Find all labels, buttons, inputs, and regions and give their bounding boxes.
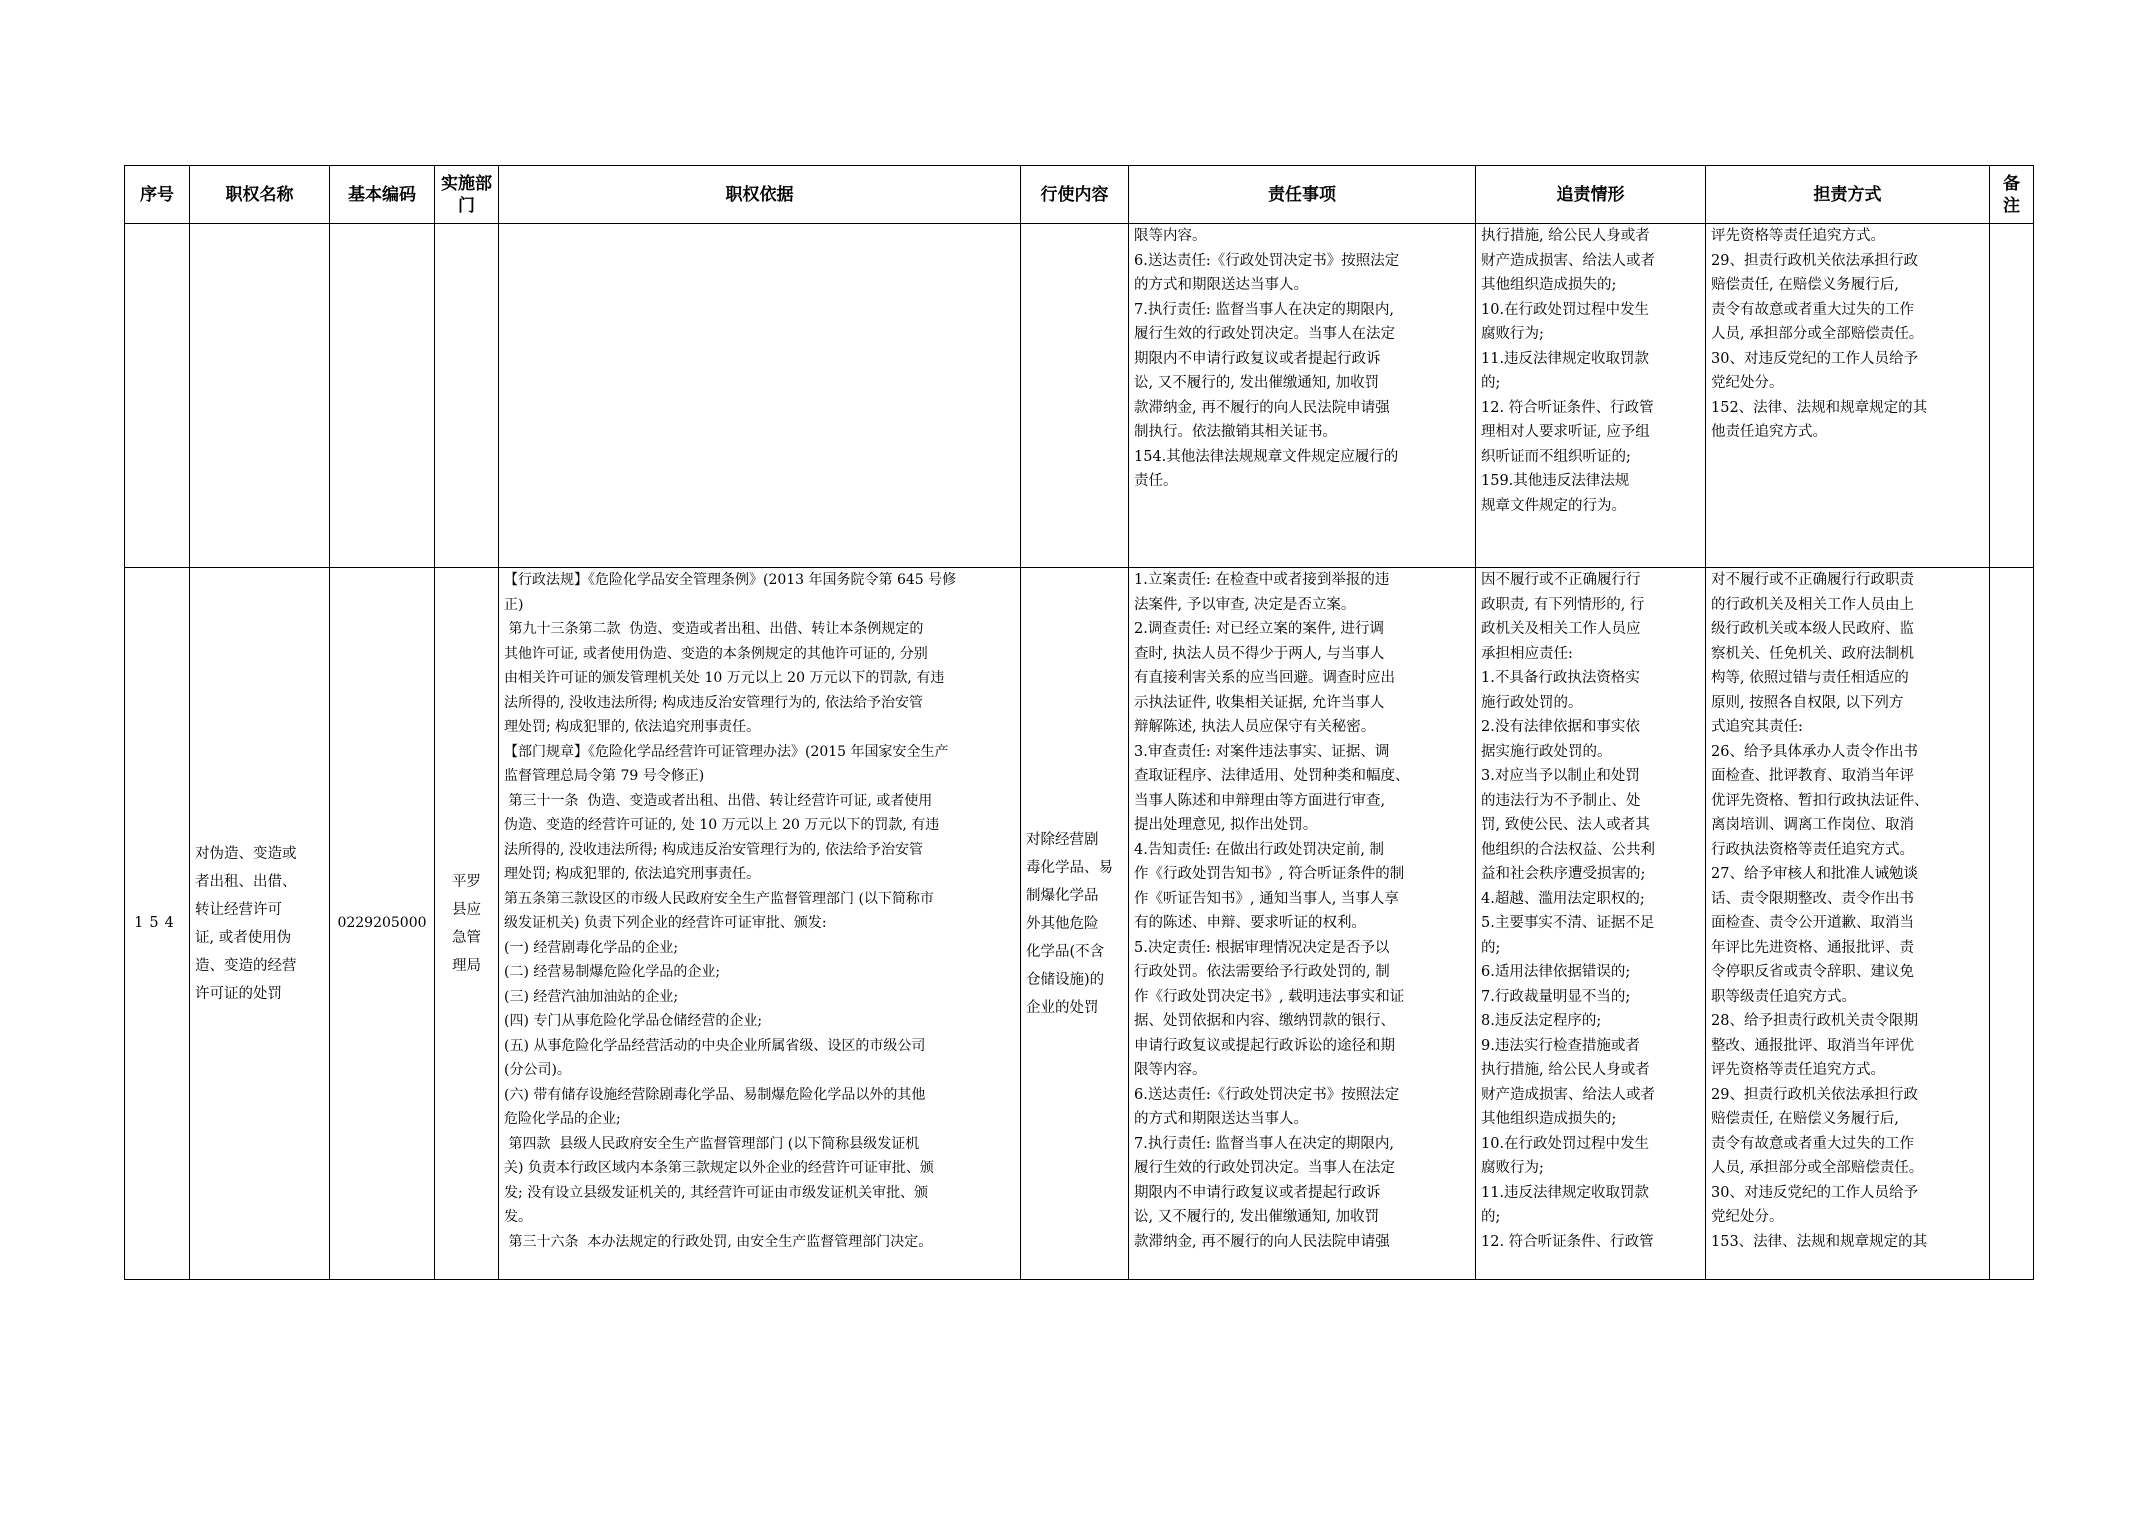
text-line: 造、变造的经营 <box>195 957 297 974</box>
text-line: 正) <box>504 596 524 613</box>
text-line: 赔偿责任, 在赔偿义务履行后, <box>1711 1111 1899 1127</box>
text-line: 提出处理意见, 拟作出处罚。 <box>1134 817 1318 833</box>
text-line: 第五条第三款设区的市级人民政府安全生产监督管理部门 (以下简称市 <box>504 890 934 907</box>
code-cell <box>330 568 435 1280</box>
text-line: 法案件, 予以审查, 决定是否立案。 <box>1134 596 1356 613</box>
text-line: 12. 符合听证条件、行政管 <box>1481 399 1654 416</box>
text-line: 第三十一条 伪造、变造或者出租、出借、转让经营许可证, 或者使用 <box>504 792 933 809</box>
text-line: 益和社会秩序遭受损害的; <box>1481 866 1646 882</box>
table-row-continued <box>125 224 2034 568</box>
text-line: 责令有故意或者重大过失的工作 <box>1711 1135 1914 1152</box>
text-line: 由相关许可证的颁发管理机关处 10 万元以上 20 万元以下的罚款, 有违 <box>504 670 945 686</box>
text-line: 26、给予具体承办人责令作出书 <box>1711 743 1918 760</box>
text-line: 制执行。依法撤销其相关证书。 <box>1134 424 1337 440</box>
liability-cell <box>1706 568 1990 1280</box>
text-line: 承担相应责任: <box>1481 645 1573 662</box>
powers-table <box>124 165 2034 1280</box>
text-line: 党纪处分。 <box>1711 375 1784 391</box>
text-line: 发。 <box>504 1209 532 1225</box>
header-basis: 职权依据 <box>499 166 1021 224</box>
text-line: 腐败行为; <box>1481 326 1544 342</box>
text-line: 化学品(不含 <box>1026 943 1105 960</box>
text-line: 对不履行或不正确履行行政职责 <box>1711 572 1914 588</box>
text-line: 平罗 <box>452 873 481 890</box>
text-line: 讼, 又不履行的, 发出催缴通知, 加收罚 <box>1134 1209 1380 1225</box>
content-cell <box>1021 568 1129 1280</box>
cont-name-cell <box>190 224 330 568</box>
text-line: 关) 负责本行政区域内本条第三款规定以外企业的经营许可证审批、颁 <box>504 1160 934 1176</box>
text-line: (二) 经营易制爆危险化学品的企业; <box>504 964 721 980</box>
text-line: 159.其他违反法律法规 <box>1481 473 1630 489</box>
text-line: 话、责令限期整改、责令作出书 <box>1711 890 1914 907</box>
header-dept <box>435 166 499 224</box>
text-line: 执行措施, 给公民人身或者 <box>1481 1062 1650 1078</box>
text-line: 7.执行责任: 监督当事人在决定的期限内, <box>1134 1135 1394 1152</box>
seq-cell <box>125 568 190 1280</box>
cont-basis-cell <box>499 224 1021 568</box>
text-line: 的方式和期限送达当事人。 <box>1134 277 1308 293</box>
text-line: 理处罚; 构成犯罪的, 依法追究刑事责任。 <box>504 866 761 882</box>
text-line: 执行措施, 给公民人身或者 <box>1481 228 1650 244</box>
text-line: 证, 或者使用伪 <box>195 929 292 946</box>
text-line: 1.不具备行政执法资格实 <box>1481 670 1640 686</box>
text-line: 据实施行政处罚的。 <box>1481 743 1612 760</box>
text-line: 对伪造、变造或 <box>195 845 297 862</box>
basis-cell <box>499 568 1021 1280</box>
text-line: 腐败行为; <box>1481 1160 1544 1176</box>
text-line: 10.在行政处罚过程中发生 <box>1481 1135 1650 1152</box>
header-seq: 序号 <box>125 166 190 224</box>
text-line: 理处罚; 构成犯罪的, 依法追究刑事责任。 <box>504 719 761 735</box>
text-line: 作《行政处罚决定书》, 载明违法事实和证 <box>1134 988 1405 1005</box>
text-line: 当事人陈述和申辩理由等方面进行审查, <box>1134 792 1386 809</box>
name-cell <box>190 568 330 1280</box>
text-line: 制爆化学品 <box>1026 887 1099 904</box>
header-name: 职权名称 <box>190 166 330 224</box>
text-line: 11.违反法律规定收取罚款 <box>1481 350 1650 367</box>
text-line: 讼, 又不履行的, 发出催缴通知, 加收罚 <box>1134 375 1380 391</box>
text-line: 5.决定责任: 根据审理情况决定是否予以 <box>1134 939 1390 956</box>
cont-seq-cell <box>125 224 190 568</box>
text-line: 罚, 致使公民、法人或者其 <box>1481 817 1650 833</box>
text-line: 12. 符合听证条件、行政管 <box>1481 1233 1654 1250</box>
table-header-row <box>125 166 2034 224</box>
text-line: 毒化学品、易 <box>1026 859 1113 876</box>
text-line: 期限内不申请行政复议或者提起行政诉 <box>1134 1184 1381 1201</box>
text-line: 许可证的处罚 <box>195 985 282 1002</box>
text-line: 理局 <box>452 957 481 974</box>
text-line: 29、担责行政机关依法承担行政 <box>1711 252 1918 269</box>
text-line: 的; <box>1481 375 1501 391</box>
text-line: 4.告知责任: 在做出行政处罚决定前, 制 <box>1134 841 1385 858</box>
text-line: 7.行政裁量明显不当的; <box>1481 988 1631 1005</box>
text-line: 企业的处罚 <box>1026 999 1099 1016</box>
text-line: 监督管理总局令第 79 号令修正) <box>504 768 705 784</box>
text-line: (三) 经营汽油加油站的企业; <box>504 988 679 1005</box>
cont-liability-cell <box>1706 224 1990 568</box>
text-line: 他组织的合法权益、公共利 <box>1481 841 1655 858</box>
text-line: 据、处罚依据和内容、缴纳罚款的银行、 <box>1134 1013 1395 1029</box>
text-line: 责任。 <box>1134 473 1178 489</box>
header-remark-text: 备注 <box>2003 173 2020 216</box>
text-line: 职等级责任追究方式。 <box>1711 988 1856 1005</box>
text-line: 的违法行为不予制止、处 <box>1481 792 1641 809</box>
cont-responsibility-cell <box>1129 224 1476 568</box>
text-line: (分公司)。 <box>504 1062 571 1078</box>
header-responsibility: 责任事项 <box>1129 166 1476 224</box>
text-line: 查时, 执法人员不得少于两人, 与当事人 <box>1134 645 1385 662</box>
text-line: 154.其他法律法规规章文件规定应履行的 <box>1134 448 1399 465</box>
text-line: 152、法律、法规和规章规定的其 <box>1711 399 1928 416</box>
header-code: 基本编码 <box>330 166 435 224</box>
header-accountability: 追责情形 <box>1476 166 1706 224</box>
text-line: 者出租、出借、 <box>195 873 297 890</box>
text-line: 11.违反法律规定收取罚款 <box>1481 1184 1650 1201</box>
text-line: 伪造、变造的经营许可证的, 处 10 万元以上 20 万元以下的罚款, 有违 <box>504 817 940 833</box>
text-line: 其他组织造成损失的; <box>1481 1111 1617 1127</box>
text-line: 外其他危险 <box>1026 915 1099 932</box>
text-line: 危险化学品的企业; <box>504 1111 621 1127</box>
text-line: 2.调查责任: 对已经立案的案件, 进行调 <box>1134 621 1385 637</box>
remark-cell <box>1990 568 2034 1280</box>
code-value: 0229205000 <box>337 915 427 932</box>
text-line: 查取证程序、法律适用、处罚种类和幅度、 <box>1134 768 1410 784</box>
text-line: 7.执行责任: 监督当事人在决定的期限内, <box>1134 301 1394 318</box>
text-line: 财产造成损害、给法人或者 <box>1481 252 1655 269</box>
text-line: 级行政机关或本级人民政府、监 <box>1711 621 1914 637</box>
text-line: 赔偿责任, 在赔偿义务履行后, <box>1711 277 1899 293</box>
accountability-cell <box>1476 568 1706 1280</box>
cont-content-cell <box>1021 224 1129 568</box>
text-line: 政机关及相关工作人员应 <box>1481 621 1641 637</box>
responsibility-cell <box>1129 568 1476 1280</box>
text-line: 辩解陈述, 执法人员应保守有关秘密。 <box>1134 719 1376 735</box>
text-line: 人员, 承担部分或全部赔偿责任。 <box>1711 326 1924 342</box>
text-line: 期限内不申请行政复议或者提起行政诉 <box>1134 350 1381 367</box>
text-line: 限等内容。 <box>1134 1062 1207 1078</box>
text-line: 离岗培训、调离工作岗位、取消 <box>1711 817 1914 833</box>
text-line: 级发证机关) 负责下列企业的经营许可证审批、颁发: <box>504 915 827 931</box>
text-line: 有直接利害关系的应当回避。调查时应出 <box>1134 670 1395 686</box>
text-line: 30、对违反党纪的工作人员给予 <box>1711 350 1918 367</box>
text-line: 1.立案责任: 在检查中或者接到举报的违 <box>1134 572 1390 588</box>
text-line: 仓储设施)的 <box>1026 971 1105 988</box>
text-line: 【行政法规】《危险化学品安全管理条例》(2013 年国务院令第 645 号修 <box>504 572 957 588</box>
text-line: 施行政处罚的。 <box>1481 694 1583 711</box>
text-line: 责令有故意或者重大过失的工作 <box>1711 301 1914 318</box>
text-line: 转让经营许可 <box>195 901 282 918</box>
text-line: 织听证而不组织听证的; <box>1481 448 1631 465</box>
text-line: 的; <box>1481 1209 1501 1225</box>
text-line: 行政执法资格等责任追究方式。 <box>1711 841 1914 858</box>
cont-dept-cell <box>435 224 499 568</box>
text-line: 构等, 依照过错与责任相适应的 <box>1711 670 1909 686</box>
header-remark <box>1990 166 2034 224</box>
text-line: 其他组织造成损失的; <box>1481 277 1617 293</box>
text-line: 27、给予审核人和批准人诫勉谈 <box>1711 866 1918 882</box>
text-line: 令停职反省或责令辞职、建议免 <box>1711 964 1914 980</box>
text-line: 款滞纳金, 再不履行的向人民法院申请强 <box>1134 399 1390 416</box>
text-line: 10.在行政处罚过程中发生 <box>1481 301 1650 318</box>
text-line: 履行生效的行政处罚决定。当事人在法定 <box>1134 1160 1395 1176</box>
text-line: 6.送达责任:《行政处罚决定书》按照法定 <box>1134 252 1400 269</box>
seq-number: 154 <box>134 915 180 932</box>
text-line: 9.违法实行检查措施或者 <box>1481 1037 1640 1054</box>
text-line: 8.违反法定程序的; <box>1481 1013 1602 1029</box>
text-line: 法所得的, 没收违法所得; 构成违反治安管理行为的, 依法给予治安管 <box>504 841 923 858</box>
text-line: 5.主要事实不清、证据不足 <box>1481 915 1655 931</box>
text-line: (四) 专门从事危险化学品仓储经营的企业; <box>504 1013 763 1029</box>
dept-cell <box>435 568 499 1280</box>
text-line: 他责任追究方式。 <box>1711 424 1827 440</box>
text-line: 优评先资格、暂扣行政执法证件、 <box>1711 792 1929 809</box>
cont-remark-cell <box>1990 224 2034 568</box>
text-line: 有的陈述、申辩、要求听证的权利。 <box>1134 915 1366 931</box>
text-line: 察机关、任免机关、政府法制机 <box>1711 645 1914 662</box>
text-line: 规章文件规定的行为。 <box>1481 497 1626 514</box>
text-line: 作《行政处罚告知书》, 符合听证条件的制 <box>1134 866 1405 882</box>
text-line: 6.适用法律依据错误的; <box>1481 964 1631 980</box>
text-line: 4.超越、滥用法定职权的; <box>1481 890 1645 907</box>
text-line: 急管 <box>452 929 481 946</box>
text-line: 作《听证告知书》, 通知当事人, 当事人享 <box>1134 890 1399 907</box>
text-line: 县应 <box>452 901 481 918</box>
text-line: (一) 经营剧毒化学品的企业; <box>504 939 679 956</box>
text-line: 的; <box>1481 939 1501 956</box>
table-row-154 <box>125 568 2034 1280</box>
text-line: 30、对违反党纪的工作人员给予 <box>1711 1184 1918 1201</box>
text-line: 2.没有法律依据和事实依 <box>1481 719 1640 735</box>
text-line: 【部门规章】《危险化学品经营许可证管理办法》(2015 年国家安全生产 <box>504 743 949 760</box>
text-line: 153、法律、法规和规章规定的其 <box>1711 1233 1928 1250</box>
text-line: 人员, 承担部分或全部赔偿责任。 <box>1711 1160 1924 1176</box>
text-line: 对除经营剧 <box>1026 831 1099 848</box>
text-line: 的行政机关及相关工作人员由上 <box>1711 596 1914 613</box>
text-line: 款滞纳金, 再不履行的向人民法院申请强 <box>1134 1233 1390 1250</box>
text-line: 其他许可证, 或者使用伪造、变造的本条例规定的其他许可证的, 分别 <box>504 645 928 662</box>
text-line: 示执法证件, 收集相关证据, 允许当事人 <box>1134 694 1385 711</box>
text-line: 面检查、批评教育、取消当年评 <box>1711 768 1914 784</box>
text-line: 理相对人要求听证, 应予组 <box>1481 424 1650 440</box>
text-line: 29、担责行政机关依法承担行政 <box>1711 1086 1918 1103</box>
text-line: 政职责, 有下列情形的, 行 <box>1481 596 1645 613</box>
text-line: 第三十六条 本办法规定的行政处罚, 由安全生产监督管理部门决定。 <box>504 1233 933 1250</box>
text-line: 申请行政复议或提起行政诉讼的途径和期 <box>1134 1037 1395 1054</box>
header-dept-text: 实施部门 <box>441 173 492 216</box>
text-line: 第四款 县级人民政府安全生产监督管理部门 (以下简称县级发证机 <box>504 1135 920 1152</box>
text-line: 的方式和期限送达当事人。 <box>1134 1111 1308 1127</box>
text-line: 3.对应当予以制止和处罚 <box>1481 768 1640 784</box>
text-line: 年评比先进资格、通报批评、责 <box>1711 939 1914 956</box>
header-content: 行使内容 <box>1021 166 1129 224</box>
header-liability: 担责方式 <box>1706 166 1990 224</box>
text-line: 式追究其责任: <box>1711 719 1803 735</box>
text-line: (五) 从事危险化学品经营活动的中央企业所属省级、设区的市级公司 <box>504 1037 926 1054</box>
text-line: 6.送达责任:《行政处罚决定书》按照法定 <box>1134 1086 1400 1103</box>
text-line: 发; 没有设立县级发证机关的, 其经营许可证由市级发证机关审批、颁 <box>504 1184 929 1201</box>
text-line: 评先资格等责任追究方式。 <box>1711 228 1885 244</box>
text-line: 财产造成损害、给法人或者 <box>1481 1086 1655 1103</box>
text-line: 党纪处分。 <box>1711 1209 1784 1225</box>
text-line: 第九十三条第二款 伪造、变造或者出租、出借、转让本条例规定的 <box>504 621 924 637</box>
text-line: 评先资格等责任追究方式。 <box>1711 1062 1885 1078</box>
cont-accountability-cell <box>1476 224 1706 568</box>
text-line: 限等内容。 <box>1134 228 1207 244</box>
text-line: 28、给予担责行政机关责令限期 <box>1711 1013 1918 1029</box>
text-line: 原则, 按照各自权限, 以下列方 <box>1711 694 1904 711</box>
cont-code-cell <box>330 224 435 568</box>
text-line: 面检查、责令公开道歉、取消当 <box>1711 915 1914 931</box>
text-line: (六) 带有储存设施经营除剧毒化学品、易制爆危险化学品以外的其他 <box>504 1086 926 1103</box>
text-line: 3.审查责任: 对案件违法事实、证据、调 <box>1134 743 1390 760</box>
text-line: 法所得的, 没收违法所得; 构成违反治安管理行为的, 依法给予治安管 <box>504 694 923 711</box>
text-line: 履行生效的行政处罚决定。当事人在法定 <box>1134 326 1395 342</box>
text-line: 整改、通报批评、取消当年评优 <box>1711 1037 1914 1054</box>
text-line: 因不履行或不正确履行行 <box>1481 572 1641 588</box>
text-line: 行政处罚。依法需要给予行政处罚的, 制 <box>1134 964 1390 980</box>
